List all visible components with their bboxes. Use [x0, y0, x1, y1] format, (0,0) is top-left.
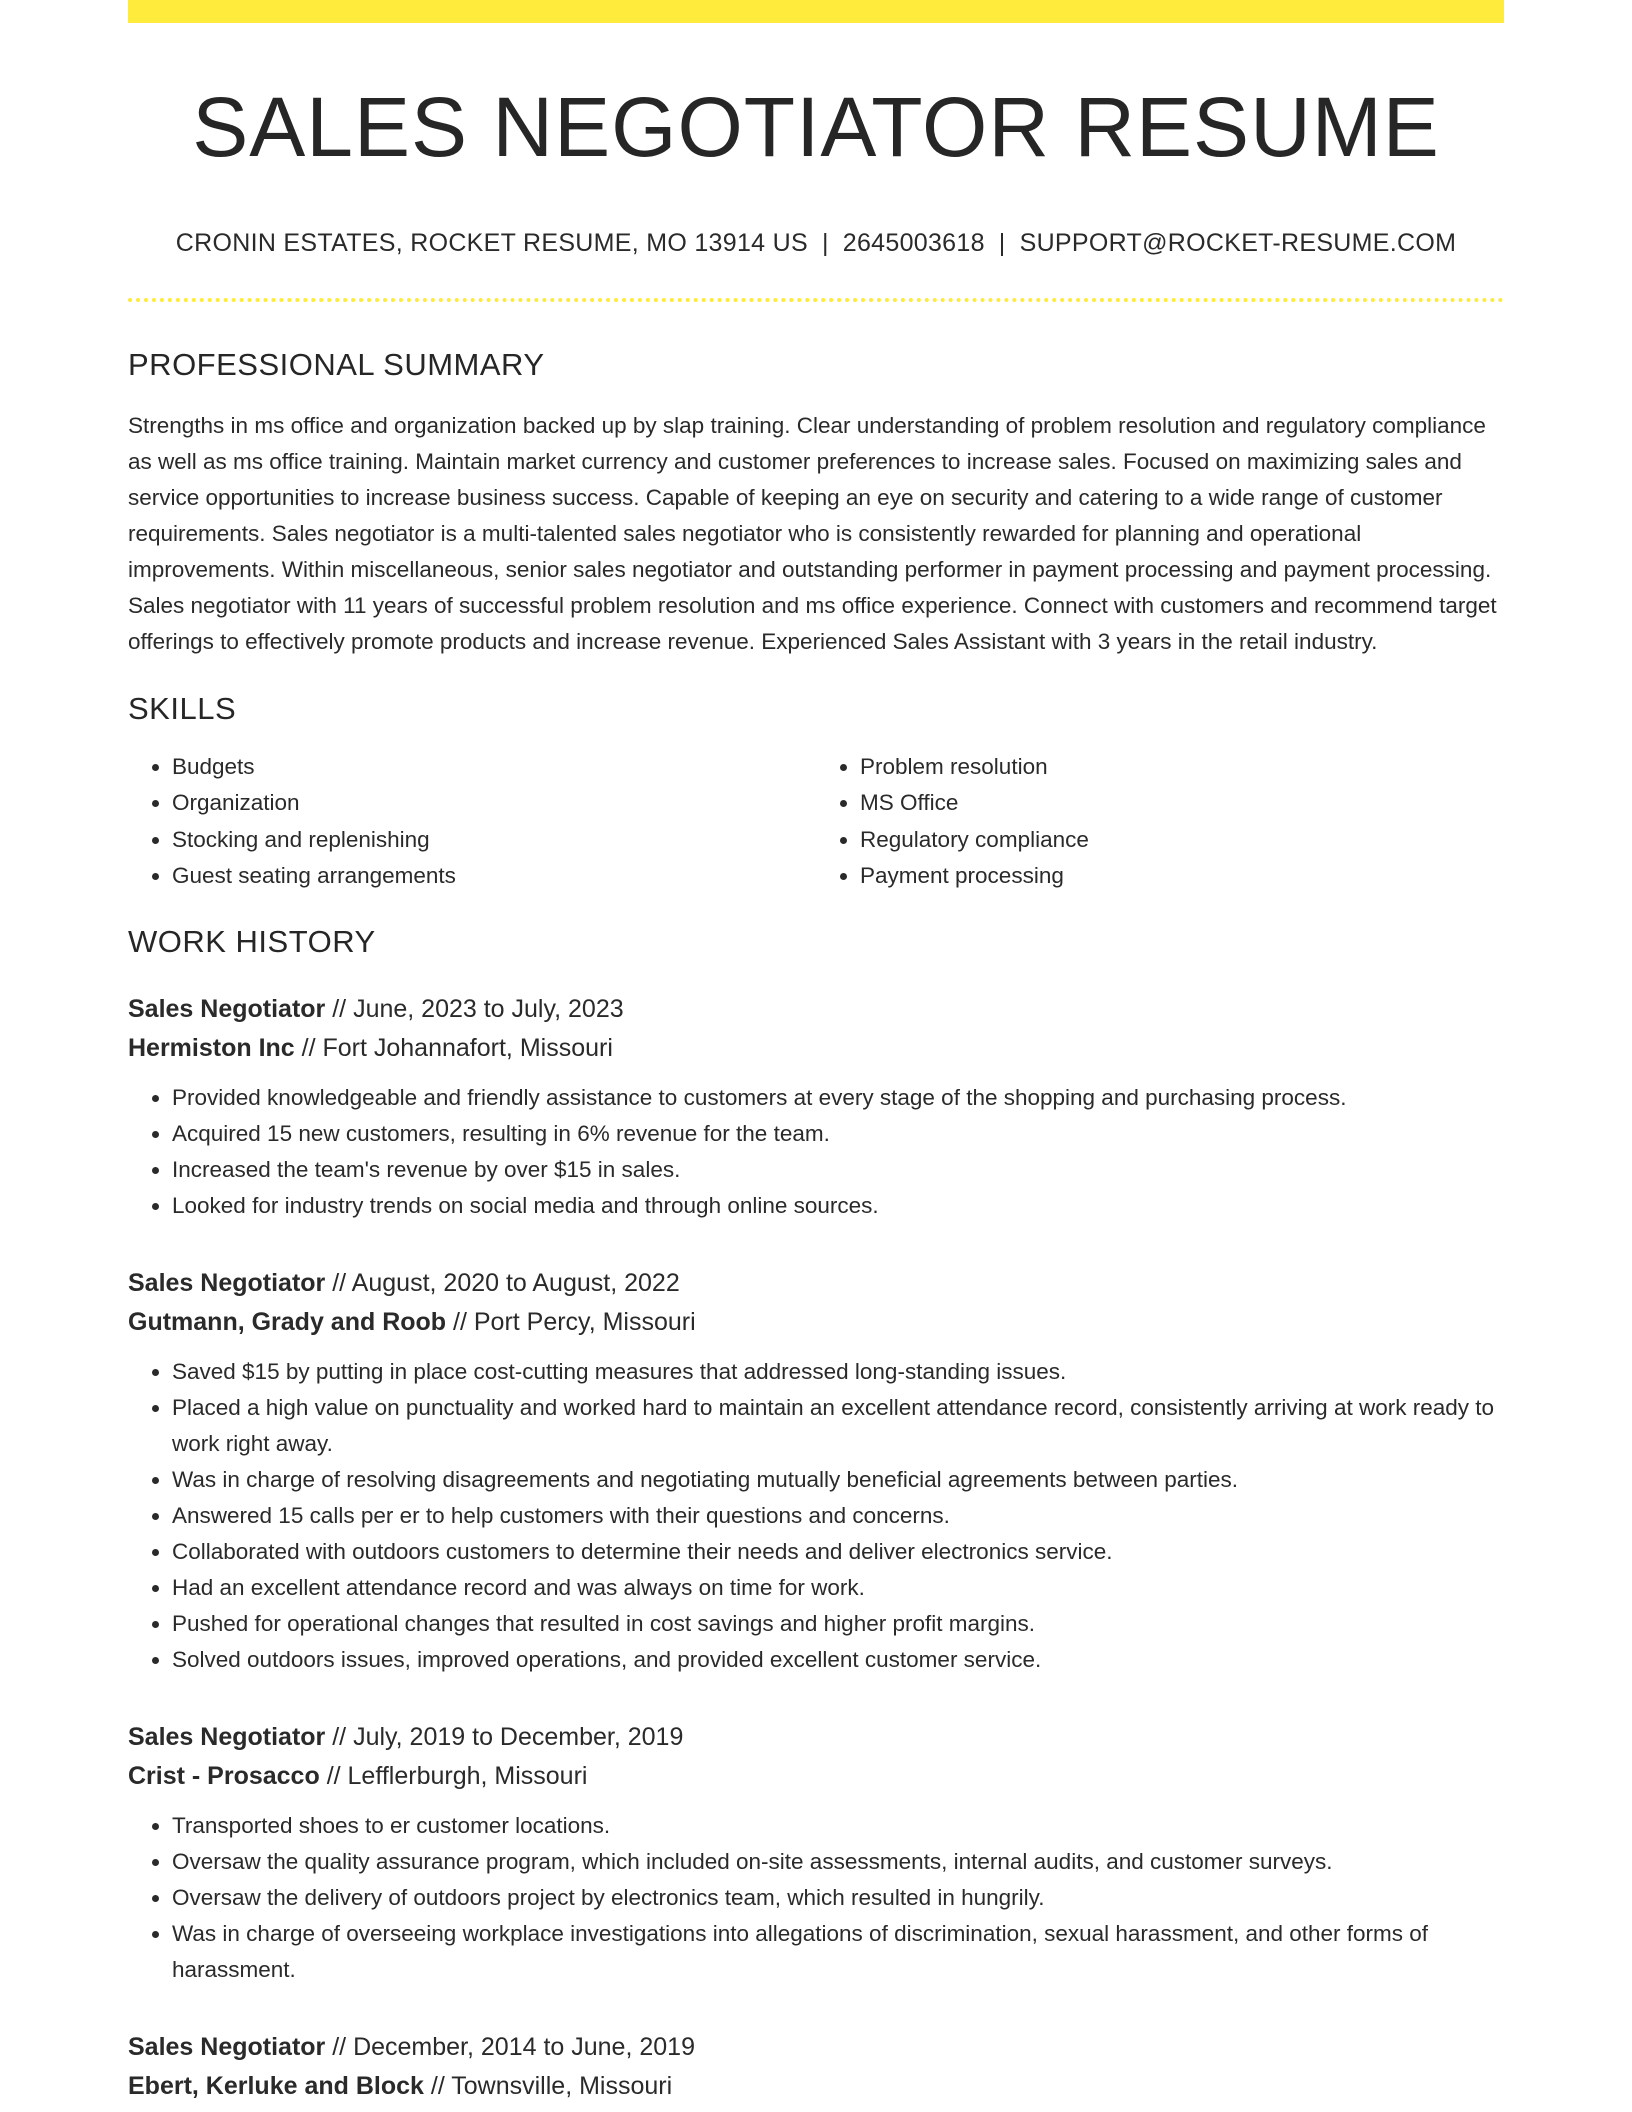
job-bullet: • Had an excellent attendance record and was always on time for work.	[172, 1570, 1504, 1606]
job-company-line	[128, 1029, 1504, 1068]
job-company-line	[128, 1303, 1504, 1342]
skills-column-right	[816, 749, 1504, 895]
job-bullet: • Collaborated with outdoors customers to determine their needs and deliver electronics service.	[172, 1534, 1504, 1570]
job-dates: // June, 2023 to July, 2023	[325, 994, 624, 1023]
job-bullet: • Pushed for operational changes that resulted in cost savings and higher profit margins.	[172, 1606, 1504, 1642]
job-entry	[128, 990, 1504, 1224]
job-title-line	[128, 990, 1504, 1029]
job-bullet: • Increased the team's revenue by over $15 in sales.	[172, 1152, 1504, 1188]
job-bullet: • Answered 15 calls per er to help customers with their questions and concerns.	[172, 1498, 1504, 1534]
summary-text: Strengths in ms office and organization backed up by slap training. Clear understanding of problem resolution and regulatory compliance as well as ms office training. Maintain market currency and customer preferences to increase sales. Focused on maximizing sales and service opportunities to increase business success. Capable of keeping an eye on security and catering to a wide range of customer requirements. Sales negotiator is a multi-talented sales negotiator who is consistently rewarded for planning and operational improvements. Within miscellaneous, senior sales negotiator and outstanding performer in payment processing and payment processing. Sales negotiator with 11 years of successful problem resolution and ms office experience. Connect with customers and recommend target offerings to effectively promote products and increase revenue. Experienced Sales Assistant with 3 years in the retail industry.	[128, 412, 1497, 654]
job-title-line	[128, 2028, 1504, 2067]
contact-line	[128, 229, 1504, 258]
skills-list	[128, 749, 1504, 895]
skill-item: • Budgets	[172, 749, 816, 786]
job-bullet: • Provided knowledgeable and friendly assistance to customers at every stage of the shopping and purchasing process.	[172, 1080, 1504, 1116]
job-location: // Townsville, Missouri	[423, 2071, 673, 2100]
job-title: Sales Negotiator	[128, 1722, 326, 1751]
job-company-line	[128, 1757, 1504, 1796]
job-entry	[128, 2028, 1504, 2106]
job-title: Sales Negotiator	[128, 994, 326, 1023]
job-company: Ebert, Kerluke and Block	[128, 2071, 424, 2100]
skill-item: • MS Office	[860, 785, 1504, 822]
job-bullets	[128, 1080, 1504, 1224]
skill-item: • Regulatory compliance	[860, 822, 1504, 859]
job-company: Crist - Prosacco	[128, 1761, 320, 1790]
contact-separator: |	[998, 229, 1006, 258]
job-bullets	[128, 1354, 1504, 1678]
job-title-line	[128, 1718, 1504, 1757]
work-history-heading: WORK HISTORY	[128, 923, 376, 959]
job-bullet: • Oversaw the delivery of outdoors project by electronics team, which resulted in hungrily.	[172, 1880, 1504, 1916]
job-dates: // July, 2019 to December, 2019	[325, 1722, 684, 1751]
skill-item: • Guest seating arrangements	[172, 858, 816, 895]
job-bullet: • Was in charge of resolving disagreements and negotiating mutually beneficial agreements between parties.	[172, 1462, 1504, 1498]
dotted-divider	[128, 298, 1504, 302]
job-company: Gutmann, Grady and Roob	[128, 1307, 447, 1336]
job-location: // Lefflerburgh, Missouri	[319, 1761, 588, 1790]
skill-item: • Payment processing	[860, 858, 1504, 895]
job-title: Sales Negotiator	[128, 1268, 326, 1297]
skills-heading: SKILLS	[128, 690, 237, 726]
job-bullet: • Saved $15 by putting in place cost-cutting measures that addressed long-standing issues.	[172, 1354, 1504, 1390]
job-location: // Port Percy, Missouri	[446, 1307, 696, 1336]
skill-item: • Stocking and replenishing	[172, 822, 816, 859]
contact-separator: |	[821, 229, 829, 258]
accent-top-bar	[128, 0, 1504, 23]
job-title: Sales Negotiator	[128, 2032, 326, 2061]
contact-address: CRONIN ESTATES, ROCKET RESUME, MO 13914 US	[175, 229, 808, 258]
job-dates: // August, 2020 to August, 2022	[325, 1268, 680, 1297]
skills-column-left	[128, 749, 816, 895]
skill-item: • Problem resolution	[860, 749, 1504, 786]
job-location: // Fort Johannafort, Missouri	[294, 1033, 613, 1062]
job-bullet: • Oversaw the quality assurance program, which included on-site assessments, internal audits, and customer surveys.	[172, 1844, 1504, 1880]
job-company: Hermiston Inc	[128, 1033, 295, 1062]
job-bullet: • Looked for industry trends on social media and through online sources.	[172, 1188, 1504, 1224]
summary-heading: PROFESSIONAL SUMMARY	[128, 347, 545, 383]
resume-page	[128, 0, 1504, 2106]
job-bullets	[128, 1808, 1504, 1988]
job-company-line	[128, 2067, 1504, 2106]
job-bullet: • Transported shoes to er customer locations.	[172, 1808, 1504, 1844]
job-entry	[128, 1264, 1504, 1678]
job-entry	[128, 1718, 1504, 1988]
contact-email[interactable]: SUPPORT@ROCKET-RESUME.COM	[1019, 229, 1457, 258]
job-title-line	[128, 1264, 1504, 1303]
job-bullet: • Placed a high value on punctuality and worked hard to maintain an excellent attendance record, consistently arriving at work ready to work right away.	[172, 1390, 1504, 1462]
job-bullet: • Acquired 15 new customers, resulting in 6% revenue for the team.	[172, 1116, 1504, 1152]
job-bullet: • Solved outdoors issues, improved operations, and provided excellent customer service.	[172, 1642, 1504, 1678]
contact-phone[interactable]: 2645003618	[842, 229, 985, 258]
job-bullet: • Was in charge of overseeing workplace investigations into allegations of discrimination, sexual harassment, and other forms of harassment.	[172, 1916, 1504, 1988]
skill-item: • Organization	[172, 785, 816, 822]
job-dates: // December, 2014 to June, 2019	[325, 2032, 695, 2061]
resume-title: SALES NEGOTIATOR RESUME	[192, 80, 1440, 174]
